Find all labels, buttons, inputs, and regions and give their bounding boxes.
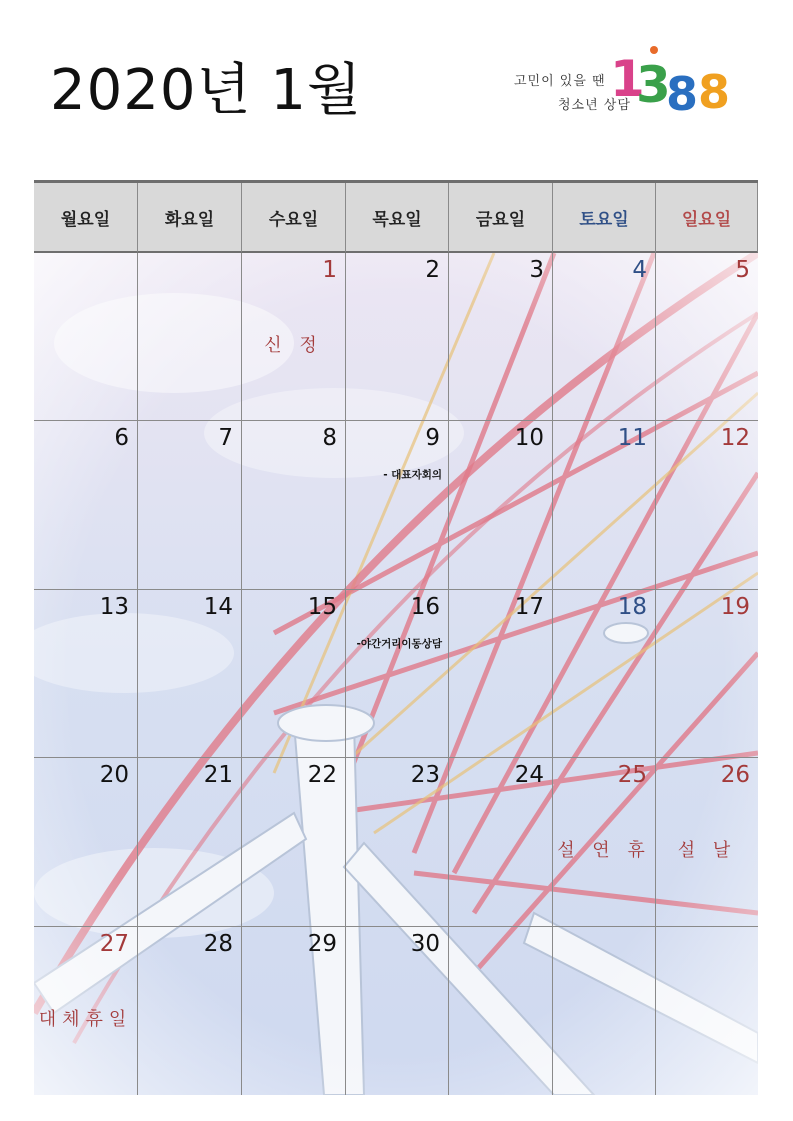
day-number: 13 (99, 593, 129, 620)
logo-digit-3: 3 (636, 56, 671, 114)
day-number: 3 (529, 257, 544, 283)
day-number: 19 (720, 593, 750, 620)
day-number: 23 (410, 762, 440, 789)
day-number: 14 (203, 593, 233, 620)
day-cell (656, 758, 758, 926)
event-label: -야간거리이동상담 (356, 637, 442, 650)
day-cell (138, 927, 242, 1095)
day-cell (34, 758, 138, 926)
weekday-header-sat: 토요일 (553, 183, 656, 253)
day-cell (346, 421, 449, 589)
day-cell (138, 590, 242, 758)
day-cell (553, 758, 656, 926)
day-cell (656, 927, 758, 1095)
day-number: 26 (720, 762, 750, 789)
weekday-header-sun: 일요일 (656, 183, 758, 253)
day-cell (449, 927, 553, 1095)
holiday-label: 대체휴일 (38, 1008, 133, 1030)
logo-digit-8b: 8 (698, 65, 731, 119)
day-number: 24 (514, 762, 544, 789)
day-cell (242, 253, 346, 421)
day-cell (449, 421, 553, 589)
weekday-header-thu: 목요일 (346, 183, 449, 253)
youth-counseling-logo (510, 44, 735, 120)
event-label: - 대표자회의 (383, 469, 442, 482)
day-number: 16 (410, 593, 440, 620)
logo-digit-1: 1 (610, 50, 645, 108)
day-cell (138, 758, 242, 926)
weekday-header-mon: 월요일 (34, 183, 138, 253)
day-number: 22 (307, 762, 337, 789)
day-cell (242, 927, 346, 1095)
logo-digit-8a: 8 (666, 67, 699, 120)
day-number: 27 (99, 930, 129, 957)
day-number: 6 (114, 425, 129, 452)
day-cell (656, 421, 758, 589)
day-cell (346, 758, 449, 926)
day-cell (553, 421, 656, 589)
day-cell (553, 590, 656, 758)
day-cell (346, 927, 449, 1095)
day-cell (553, 927, 656, 1095)
day-number: 20 (99, 762, 129, 789)
day-number: 30 (410, 930, 440, 957)
day-number: 10 (514, 425, 544, 452)
day-number: 28 (203, 930, 233, 957)
holiday-label: 신 정 (264, 335, 323, 356)
day-number: 5 (735, 257, 750, 283)
day-number: 15 (307, 593, 337, 620)
day-cell (34, 421, 138, 589)
weekday-header-wed: 수요일 (242, 183, 346, 253)
page-title: 2020년 1월 (50, 58, 363, 123)
day-cell (553, 253, 656, 421)
day-cell (449, 590, 553, 758)
day-number: 21 (203, 762, 233, 789)
day-number: 29 (307, 930, 337, 957)
day-number: 8 (322, 425, 337, 452)
day-number: 7 (218, 425, 233, 452)
day-cell (138, 421, 242, 589)
day-number: 4 (632, 257, 647, 283)
day-number: 2 (425, 257, 440, 283)
day-cell (242, 758, 346, 926)
day-number: 1 (322, 257, 337, 283)
logo-1388-mark (610, 44, 735, 120)
day-number: 12 (720, 425, 750, 452)
day-number: 9 (425, 425, 440, 452)
day-cell (34, 927, 138, 1095)
calendar (34, 180, 758, 1095)
day-number: 18 (617, 593, 647, 620)
day-cell (34, 590, 138, 758)
weekday-header-tue: 화요일 (138, 183, 242, 253)
day-cell (346, 253, 449, 421)
logo-slogan-line2: 청소년 상담 (558, 98, 631, 113)
day-cell (346, 590, 449, 758)
calendar-grid (34, 183, 758, 1095)
day-cell (449, 758, 553, 926)
day-cell (449, 253, 553, 421)
day-cell (242, 590, 346, 758)
logo-slogan-line1: 고민이 있을 땐 (514, 74, 606, 89)
day-cell (138, 253, 242, 421)
day-number: 17 (514, 593, 544, 620)
day-number: 11 (617, 425, 647, 452)
day-cell (656, 253, 758, 421)
holiday-label: 설 날 (677, 840, 737, 862)
day-cell (34, 253, 138, 421)
day-cell (656, 590, 758, 758)
day-cell (242, 421, 346, 589)
weekday-header-fri: 금요일 (449, 183, 553, 253)
day-number: 25 (617, 762, 647, 789)
holiday-label: 설 연 휴 (557, 840, 651, 862)
